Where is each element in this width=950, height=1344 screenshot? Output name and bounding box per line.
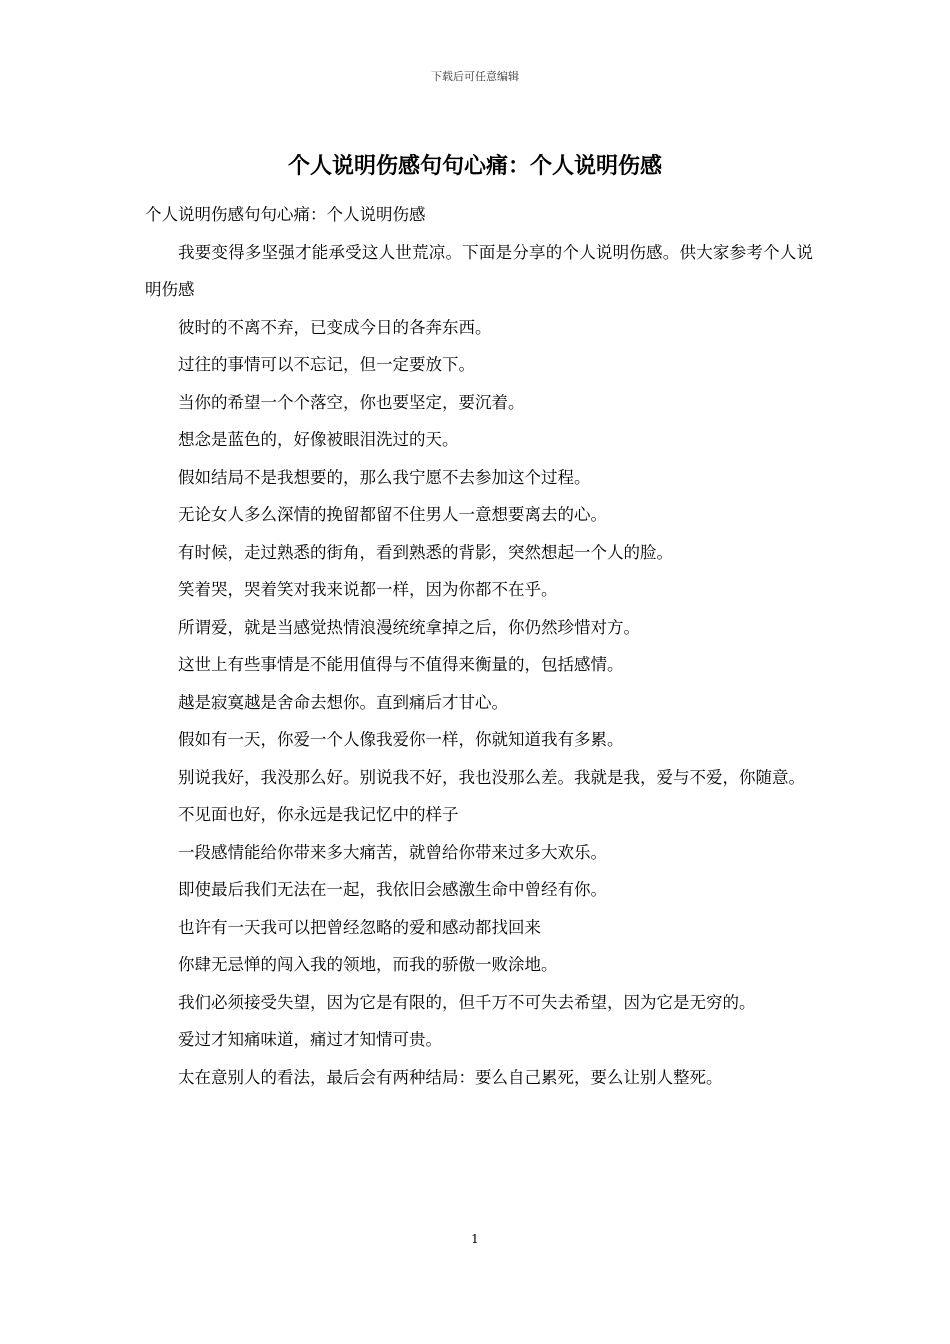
page-number: 1: [471, 1232, 479, 1246]
paragraph: 你肆无忌惮的闯入我的领地，而我的骄傲一败涂地。: [178, 955, 558, 974]
paragraph: 所谓爱，就是当感觉热情浪漫统统拿掉之后，你仍然珍惜对方。: [178, 617, 640, 637]
paragraph: 爱过才知痛味道，痛过才知情可贵。: [178, 1030, 442, 1049]
paragraph: 假如有一天，你爱一个人像我爱你一样，你就知道我有多累。: [178, 730, 624, 749]
document-body: [145, 196, 813, 1096]
paragraph: 彼时的不离不弃，已变成今日的各奔东西。: [178, 317, 492, 337]
header-note: 下载后可任意编辑: [431, 70, 519, 83]
paragraph: 当你的希望一个个落空，你也要坚定，要沉着。: [178, 392, 525, 412]
paragraph: 有时候，走过熟悉的街角，看到熟悉的背影，突然想起一个人的脸。: [178, 542, 673, 562]
paragraph: 假如结局不是我想要的，那么我宁愿不去参加这个过程。: [178, 467, 591, 487]
paragraph: 越是寂寞越是舍命去想你。直到痛后才甘心。: [178, 692, 508, 712]
paragraph: 笑着哭，哭着笑对我来说都一样，因为你都不在乎。: [178, 580, 558, 599]
paragraph: 过往的事情可以不忘记，但一定要放下。: [178, 355, 475, 374]
paragraph: 想念是蓝色的，好像被眼泪洗过的天。: [178, 430, 459, 449]
paragraph: 也许有一天我可以把曾经忽略的爱和感动都找回来: [178, 917, 541, 937]
paragraph: 个人说明伤感句句心痛：个人说明伤感: [145, 205, 426, 224]
paragraph: 我们必须接受失望，因为它是有限的，但千万不可失去希望，因为它是无穷的。: [178, 992, 756, 1012]
paragraph: 我要变得多坚强才能承受这人世荒凉。下面是分享的个人说明伤感。供大家参考个人说明伤感: [145, 242, 813, 299]
paragraph: 一段感情能给你带来多大痛苦，就曾给你带来过多大欢乐。: [178, 842, 607, 862]
paragraph: 不见面也好，你永远是我记忆中的样子: [178, 805, 459, 824]
paragraph: 这世上有些事情是不能用值得与不值得来衡量的，包括感情。: [178, 655, 624, 674]
document-title: 个人说明伤感句句心痛：个人说明伤感: [287, 153, 662, 179]
paragraph: 太在意别人的看法，最后会有两种结局：要么自己累死，要么让别人整死。: [178, 1067, 723, 1087]
paragraph: 无论女人多么深情的挽留都留不住男人一意想要离去的心。: [178, 505, 607, 524]
paragraph: 别说我好，我没那么好。别说我不好，我也没那么差。我就是我，爱与不爱，你随意。: [178, 767, 805, 787]
paragraph: 即使最后我们无法在一起，我依旧会感激生命中曾经有你。: [178, 880, 607, 899]
